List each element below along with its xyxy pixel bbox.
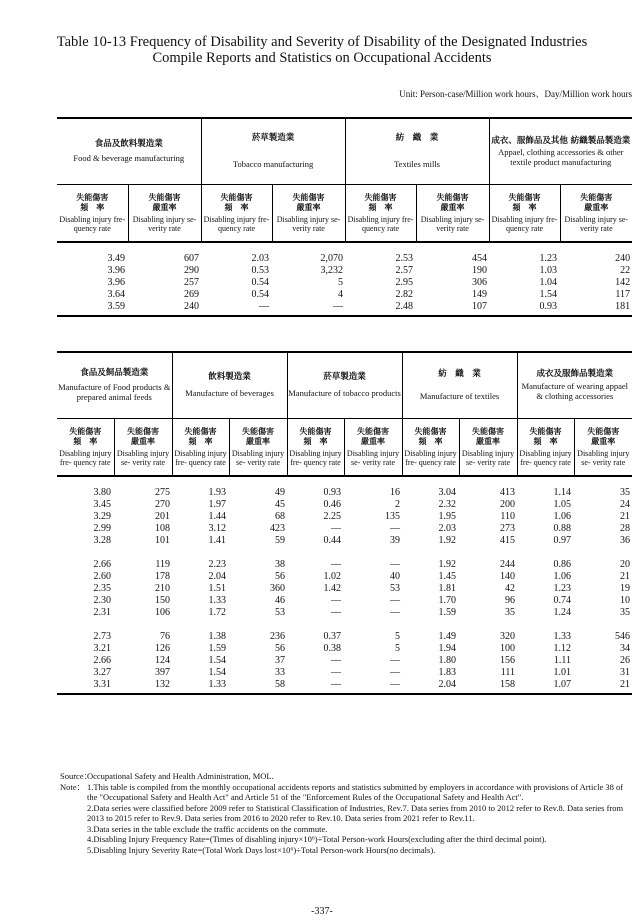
table-cell: 111: [500, 667, 516, 678]
table-row: [57, 643, 632, 655]
table-cell: 3.28: [93, 535, 111, 546]
table-cell: 0.46: [323, 499, 342, 510]
table-row: [57, 265, 632, 277]
table-row: [57, 499, 632, 511]
table-cell: 16: [390, 487, 401, 498]
table-cell: 42: [505, 583, 516, 594]
note-2: 2.Data series were classified before 2009 refer to Statistical Classification of Industries, Rev.7. Data series from 2010 to 2012 refer to Rev.8. Data series from 2013 to 2015 refer to Rev.9. Data series from 2016 to 2020 refer to Rev.10. Data series from 2021 refer to Rev.11.: [87, 802, 624, 823]
table-cell: —: [331, 655, 342, 666]
table-cell: 2.30: [93, 595, 111, 606]
table-cell: 1.92: [438, 559, 457, 570]
industry-header: 食品及飲料製造業 Food & beverage manufacturing: [57, 118, 201, 184]
table-row: [57, 289, 632, 301]
table-cell: —: [390, 655, 401, 666]
table-row: [57, 619, 632, 643]
table-cell: 236: [270, 631, 286, 642]
table-cell: 397: [155, 667, 171, 678]
table-cell: 1.38: [208, 631, 227, 642]
table-cell: 0.38: [323, 643, 342, 654]
table-cell: 1.81: [438, 583, 457, 594]
note-4: 4.Disabling Injury Frequency Rate=(Times of disabling injury×10⁶)÷Total Person-work Hours(excluding after the third decimal point).: [87, 834, 547, 844]
source-label: Source：: [60, 771, 93, 781]
table-cell: 181: [560, 301, 632, 316]
table-cell: 106: [155, 607, 171, 618]
table-cell: 1.23: [553, 583, 572, 594]
table-cell: 1.33: [553, 631, 572, 642]
table-cell: 190: [472, 265, 488, 276]
table-cell: 1.44: [208, 511, 227, 522]
table-cell: 1.54: [208, 655, 227, 666]
table-cell: 2.03: [438, 523, 457, 534]
table-cell: 270: [155, 499, 171, 510]
table-row: [57, 655, 632, 667]
table-cell: 607: [184, 253, 200, 264]
table-cell: 306: [472, 277, 488, 288]
table-cell: 107: [416, 301, 489, 316]
table-cell: 24: [620, 499, 631, 510]
table-cell: 21: [574, 679, 632, 694]
table-title-line1: Table 10-13 Frequency of Disability and Severity of Disability of the Designated Industries: [56, 34, 588, 50]
table-cell: 132: [114, 679, 172, 694]
table-cell: 1.54: [208, 667, 227, 678]
table-cell: 1.93: [208, 487, 227, 498]
table-cell: 0.54: [251, 289, 270, 300]
table-row: [57, 277, 632, 289]
table-row: [57, 583, 632, 595]
table-cell: 2.31: [93, 607, 111, 618]
table-cell: 37: [275, 655, 286, 666]
data-table-2: [57, 351, 632, 695]
table-cell: 1.05: [553, 499, 572, 510]
table-cell: 2.66: [93, 655, 111, 666]
table-cell: 110: [500, 511, 516, 522]
table-cell: 149: [472, 289, 488, 300]
table-cell: 76: [160, 631, 171, 642]
table-title-line2: Compile Reports and Statistics on Occupational Accidents: [152, 50, 492, 66]
table-cell: 36: [620, 535, 631, 546]
table-cell: 38: [275, 559, 286, 570]
table-cell: —: [344, 679, 402, 694]
industry-header: 飲料製造業 Manufacture of beverages: [172, 352, 287, 418]
table-cell: 1.70: [438, 595, 457, 606]
table-row: [57, 595, 632, 607]
table-cell: 20: [620, 559, 631, 570]
table-cell: 0.93: [489, 301, 560, 316]
table-cell: 1.11: [553, 655, 572, 666]
table-cell: 35: [505, 607, 516, 618]
table-cell: 3,232: [320, 265, 344, 276]
table-cell: 119: [155, 559, 171, 570]
table-cell: —: [331, 559, 342, 570]
table-cell: 0.37: [323, 631, 342, 642]
table-row: [57, 476, 632, 499]
table-cell: 5: [338, 277, 344, 288]
table-cell: 240: [128, 301, 201, 316]
table-cell: 2.73: [93, 631, 111, 642]
industry-header: 菸草製造業 Manufacture of tobacco products: [287, 352, 402, 418]
table-cell: 244: [500, 559, 516, 570]
table-cell: 1.59: [438, 607, 457, 618]
table-cell: 21: [620, 571, 631, 582]
table-cell: 1.49: [438, 631, 457, 642]
table-cell: —: [390, 667, 401, 678]
table-cell: 0.93: [323, 487, 342, 498]
table-cell: 3.49: [107, 253, 125, 264]
table-row: [57, 667, 632, 679]
table-cell: 96: [505, 595, 516, 606]
table-cell: 3.96: [107, 265, 125, 276]
table-cell: 2,070: [320, 253, 344, 264]
table-cell: 1.01: [553, 667, 572, 678]
table-cell: 39: [390, 535, 401, 546]
page-number: -337-: [311, 906, 333, 917]
table-cell: 178: [155, 571, 171, 582]
table-cell: 1.59: [208, 643, 227, 654]
table-cell: 1.03: [539, 265, 558, 276]
table-cell: —: [272, 301, 345, 316]
table-cell: 5: [395, 643, 401, 654]
table-cell: —: [331, 523, 342, 534]
table-cell: 2.32: [438, 499, 457, 510]
table-cell: 26: [620, 655, 631, 666]
table-cell: 1.33: [172, 679, 229, 694]
table-cell: 3.64: [107, 289, 125, 300]
table-row: [57, 679, 632, 694]
table-cell: 1.24: [553, 607, 572, 618]
table-cell: 35: [620, 607, 631, 618]
table-cell: 31: [620, 667, 631, 678]
table-cell: —: [390, 595, 401, 606]
table-cell: 0.54: [251, 277, 270, 288]
table-cell: —: [390, 559, 401, 570]
table-cell: 0.44: [323, 535, 342, 546]
table-cell: 1.42: [323, 583, 342, 594]
table-cell: 108: [155, 523, 171, 534]
table-cell: 3.29: [93, 511, 111, 522]
table-cell: 1.04: [539, 277, 558, 288]
table-cell: 0.88: [553, 523, 572, 534]
table-cell: —: [390, 523, 401, 534]
table-cell: 1.72: [208, 607, 227, 618]
table-cell: 1.06: [553, 511, 572, 522]
table-cell: 3.21: [93, 643, 111, 654]
table-cell: 2.25: [323, 511, 342, 522]
table-cell: 2.82: [395, 289, 414, 300]
table-cell: 19: [620, 583, 631, 594]
table-cell: 257: [184, 277, 200, 288]
table-cell: 22: [620, 265, 631, 276]
industry-header: 紡 織 業 Manufacture of textiles: [402, 352, 517, 418]
note-1: 1.This table is compiled from the monthly occupational accidents reports and statistics submitted by employers in accordance with provisions of Article 38 of the "Occupational Safety and Health Act" and Article 51 of the "Enforcement Rules of the Occupational Safety and Health Act".: [87, 781, 624, 802]
table-cell: —: [390, 607, 401, 618]
table-cell: 2.48: [345, 301, 416, 316]
table-cell: 135: [385, 511, 401, 522]
table-cell: 56: [275, 643, 286, 654]
table-cell: 40: [390, 571, 401, 582]
table-cell: —: [331, 667, 342, 678]
sub-header-row: 失能傷害 頻 率 Disabling injury fre- quency rate 失能傷害 嚴重率 Disabling injury se- verity rate 失能傷害 頻 率 Disabling injury fre- quency rate 失能傷害 嚴重率 Disabling injury se- verity rate 失能傷害 頻 率 Disabling injury fre- quency rate 失能傷害 嚴重率 Disabling injury se- verity rate 失能傷害 頻 率 Disabling injury fre- quency rate 失能傷害 嚴重率 Disabling injury se- verity rate 失能傷害 頻 率 Disabling injury fre- quency rate 失能傷害 嚴重率 Disabling injury se- verity rate: [57, 418, 632, 476]
table-cell: 415: [500, 535, 516, 546]
table-cell: 454: [472, 253, 488, 264]
table-cell: 53: [275, 607, 286, 618]
table-cell: 68: [275, 511, 286, 522]
table-row: [57, 523, 632, 535]
table-row: [57, 511, 632, 523]
table-cell: 0.86: [553, 559, 572, 570]
table-cell: —: [331, 595, 342, 606]
table-row: [57, 242, 632, 265]
table-cell: 240: [615, 253, 631, 264]
table-cell: 58: [229, 679, 287, 694]
table-cell: 3.12: [208, 523, 227, 534]
table-cell: 53: [390, 583, 401, 594]
table-cell: 1.54: [539, 289, 558, 300]
table-cell: 21: [620, 511, 631, 522]
table-cell: 10: [620, 595, 631, 606]
table-cell: 1.41: [208, 535, 227, 546]
table-cell: 3.59: [57, 301, 128, 316]
note-3: 3.Data series in the table exclude the traffic accidents on the commute.: [87, 823, 328, 834]
table-cell: 1.07: [517, 679, 574, 694]
table-row: [57, 571, 632, 583]
industry-header: 菸草製造業 Tobacco manufacturing: [201, 118, 345, 184]
table-cell: 201: [155, 511, 171, 522]
table-cell: —: [201, 301, 272, 316]
table-cell: 2.35: [93, 583, 111, 594]
table-cell: 140: [500, 571, 516, 582]
table-cell: 2.53: [395, 253, 414, 264]
table-cell: 3.80: [93, 487, 111, 498]
table-cell: 1.33: [208, 595, 227, 606]
table-cell: 1.95: [438, 511, 457, 522]
table-row: [57, 547, 632, 571]
table-cell: 4: [338, 289, 344, 300]
table-cell: 360: [270, 583, 286, 594]
note-5: 5.Disabling Injury Severity Rate=(Total Work Days lost×10⁶)÷Total Person-work Hours(no decimals).: [87, 844, 436, 855]
table-cell: 33: [275, 667, 286, 678]
table-cell: 0.74: [553, 595, 572, 606]
table-cell: 46: [275, 595, 286, 606]
table-cell: 320: [500, 631, 516, 642]
table-cell: 5: [395, 631, 401, 642]
table-cell: 1.45: [438, 571, 457, 582]
table-cell: 1.92: [438, 535, 457, 546]
table-cell: 546: [615, 631, 631, 642]
table-cell: 35: [620, 487, 631, 498]
table-cell: 3.45: [93, 499, 111, 510]
table-cell: 49: [275, 487, 286, 498]
unit-note: Unit: Person-case/Million work hours、Day/Million work hours: [399, 89, 632, 99]
data-table-1: [57, 117, 632, 317]
table-cell: 290: [184, 265, 200, 276]
table-cell: 56: [275, 571, 286, 582]
table-cell: 1.80: [438, 655, 457, 666]
table-cell: 3.04: [438, 487, 457, 498]
table-cell: 124: [155, 655, 171, 666]
table-cell: 3.96: [107, 277, 125, 288]
table-cell: 2: [395, 499, 401, 510]
table-cell: 2.95: [395, 277, 414, 288]
table-cell: 2.57: [395, 265, 414, 276]
table-cell: 3.31: [57, 679, 114, 694]
table-cell: 100: [500, 643, 516, 654]
table-cell: 2.04: [208, 571, 227, 582]
table-cell: 1.83: [438, 667, 457, 678]
table-cell: 2.60: [93, 571, 111, 582]
table-cell: 126: [155, 643, 171, 654]
table-cell: 28: [620, 523, 631, 534]
table-cell: 0.97: [553, 535, 572, 546]
table-row: [57, 301, 632, 316]
table-cell: 1.14: [553, 487, 572, 498]
table-cell: 2.99: [93, 523, 111, 534]
table-cell: 34: [620, 643, 631, 654]
table-cell: 150: [155, 595, 171, 606]
table-cell: 2.66: [93, 559, 111, 570]
table-cell: —: [287, 679, 344, 694]
table-cell: 1.02: [323, 571, 342, 582]
table-cell: 1.51: [208, 583, 227, 594]
table-cell: 1.97: [208, 499, 227, 510]
table-cell: 423: [270, 523, 286, 534]
industry-header: 成衣、服飾品及其他 紡織製品製造業 Appael, clothing accessories & other textile product manufacturing: [489, 118, 632, 184]
table-cell: 1.12: [553, 643, 572, 654]
table-cell: 200: [500, 499, 516, 510]
table-cell: 101: [155, 535, 171, 546]
industry-header: 紡 織 業 Textiles mills: [345, 118, 489, 184]
table-cell: 273: [500, 523, 516, 534]
table-cell: 2.23: [208, 559, 227, 570]
table-cell: 2.03: [251, 253, 270, 264]
source-text: Occupational Safety and Health Administration, MOL.: [87, 771, 274, 781]
table-cell: 3.27: [93, 667, 111, 678]
industry-header: 成衣及服飾品製造業 Manufacture of wearing appael & clothing accessories: [517, 352, 632, 418]
table-row: [57, 535, 632, 547]
table-cell: 0.53: [251, 265, 270, 276]
table-cell: 59: [275, 535, 286, 546]
table-cell: 142: [615, 277, 631, 288]
sub-header-row: 失能傷害 頻 率 Disabling injury fre- quency rate 失能傷害 嚴重率 Disabling injury se- verity rate 失能傷害 頻 率 Disabling injury fre- quency rate 失能傷害 嚴重率 Disabling injury se- verity rate 失能傷害 頻 率 Disabling injury fre- quency rate 失能傷害 嚴重率 Disabling injury se- verity rate 失能傷害 頻 率 Disabling injury fre- quency rate 失能傷害 嚴重率 Disabling injury se- verity rate: [57, 184, 632, 242]
table-cell: 2.04: [402, 679, 459, 694]
table-cell: 269: [184, 289, 200, 300]
table-cell: 158: [459, 679, 517, 694]
table-cell: 413: [500, 487, 516, 498]
table-cell: 1.23: [539, 253, 558, 264]
table-cell: —: [331, 607, 342, 618]
table-cell: 210: [155, 583, 171, 594]
notes-section: [60, 771, 630, 855]
table-cell: 1.94: [438, 643, 457, 654]
table-cell: 275: [155, 487, 171, 498]
table-cell: 117: [615, 289, 631, 300]
industry-header: 食品及飼品製造業 Manufacture of Food products & prepared animal feeds: [57, 352, 172, 418]
table-cell: 45: [275, 499, 286, 510]
table-row: [57, 607, 632, 619]
note-label: Note：: [60, 781, 86, 792]
table-cell: 1.06: [553, 571, 572, 582]
table-cell: 156: [500, 655, 516, 666]
